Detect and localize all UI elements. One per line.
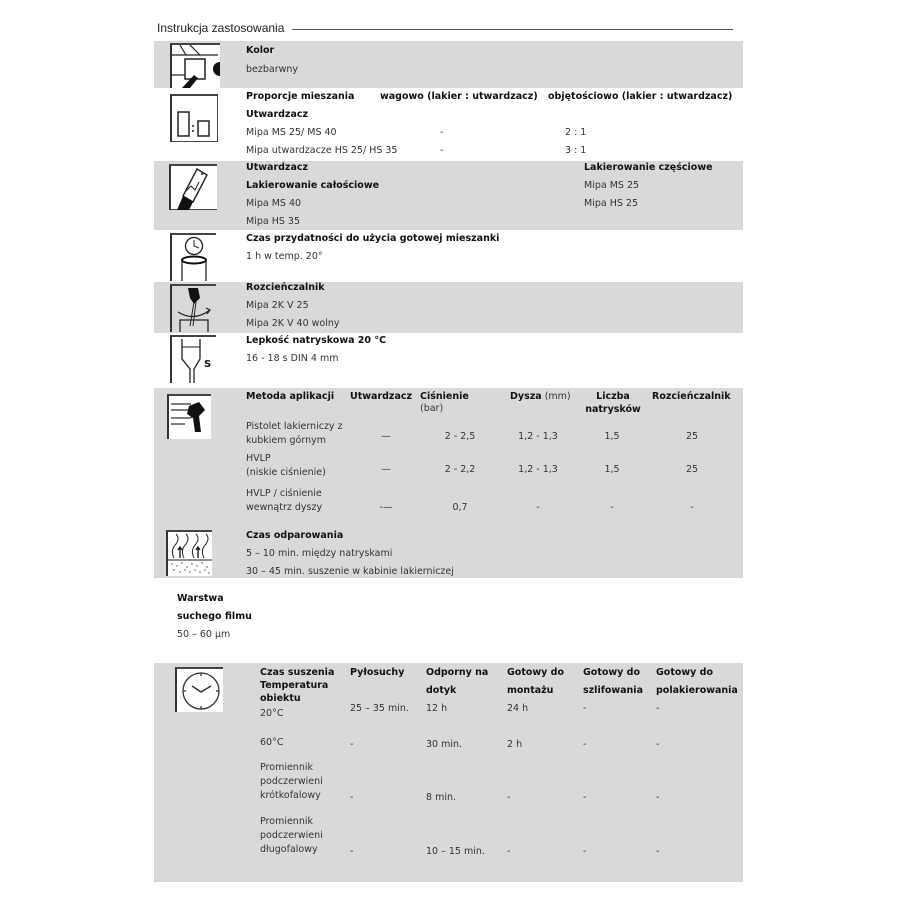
partial-painting-label: Lakierowanie częściowe <box>584 162 713 173</box>
drying-row-sanding: - <box>583 739 587 750</box>
spray-gun-icon <box>167 394 211 439</box>
ratio-row-volume: 3 : 1 <box>565 145 587 156</box>
partial-painting-item: Mipa MS 25 <box>584 180 640 191</box>
app-row-method: Pistolet lakierniczy z <box>246 421 343 432</box>
drying-row-dust: - <box>350 846 354 857</box>
drying-row-recoat: - <box>656 792 660 803</box>
drying-col-recoat: Gotowy do <box>656 667 713 678</box>
app-row-method: HVLP <box>246 453 271 464</box>
ratio-row-weight: - <box>440 145 444 156</box>
proporcje-col-weight: wagowo (lakier : utwardzacz) <box>380 91 538 102</box>
section-title: Instrukcja zastosowania <box>157 21 285 35</box>
film-label-2: suchego filmu <box>177 611 252 622</box>
drying-row-assembly: 24 h <box>507 703 529 714</box>
proporcje-label: Proporcje mieszania <box>246 91 355 102</box>
drying-col-touch-2: dotyk <box>426 685 457 696</box>
drying-col-dust: Pyłosuchy <box>350 667 405 678</box>
nozzle-unit: (mm) <box>544 391 571 402</box>
app-row-coats: 1,5 <box>604 464 620 475</box>
drying-row-name: 20°C <box>260 708 284 719</box>
thinner-item: Mipa 2K V 25 <box>246 300 309 311</box>
drying-clock-icon <box>175 667 223 712</box>
app-col-hardener: Utwardzacz <box>350 391 413 402</box>
app-row-pressure: 2 - 2,5 <box>444 431 476 442</box>
full-painting-item: Mipa HS 35 <box>246 216 300 227</box>
app-row-method: HVLP / ciśnienie <box>246 488 322 499</box>
thinner-item: Mipa 2K V 40 wolny <box>246 318 340 329</box>
drying-row-assembly: - <box>507 792 511 803</box>
app-row-thinner: - <box>690 502 694 513</box>
potlife-value: 1 h w temp. 20° <box>246 251 323 262</box>
drying-col-0: Czas suszenia <box>260 667 335 678</box>
drying-row-touch: 8 min. <box>426 792 456 803</box>
app-row-coats: - <box>610 502 614 513</box>
viscosity-cup-icon <box>170 335 216 383</box>
drying-row-recoat: - <box>656 846 660 857</box>
app-col-coats-2: natrysków <box>585 404 641 415</box>
ratio-row-volume: 2 : 1 <box>565 127 587 138</box>
drying-col-touch: Odporny na <box>426 667 489 678</box>
title-divider <box>292 29 733 30</box>
drying-row-touch: 30 min. <box>426 739 463 750</box>
drying-row-touch: 12 h <box>426 703 448 714</box>
app-col-nozzle <box>510 391 571 403</box>
drying-row-dust: - <box>350 792 354 803</box>
ratio-row-weight: - <box>440 127 444 138</box>
drying-row-assembly: - <box>507 846 511 857</box>
ratio-row-name: Mipa utwardzacze HS 25/ HS 35 <box>246 145 398 156</box>
app-row-hardener: — <box>381 464 391 475</box>
partial-painting-item: Mipa HS 25 <box>584 198 638 209</box>
full-painting-item: Mipa MS 40 <box>246 198 302 209</box>
pressure-label: Ciśnienie <box>420 391 469 402</box>
film-label: Warstwa <box>177 593 224 604</box>
drying-row-name-3: krótkofalowy <box>260 790 321 801</box>
drying-col-assembly-2: montażu <box>507 685 554 696</box>
thinner-label: Rozcieńczalnik <box>246 282 325 293</box>
drying-col-0-3: obiektu <box>260 693 301 704</box>
proporcje-col-volume: objętościowo (lakier : utwardzacz) <box>548 91 733 102</box>
mixing-ratio-icon <box>170 94 218 142</box>
ratio-row-name: Mipa MS 25/ MS 40 <box>246 127 337 138</box>
pot-life-clock-icon <box>170 233 216 281</box>
drying-row-recoat: - <box>656 739 660 750</box>
viscosity-value: 16 - 18 s DIN 4 mm <box>246 353 339 364</box>
drying-col-recoat-2: polakierowania <box>656 685 738 696</box>
proporcje-sub: Utwardzacz <box>246 109 309 120</box>
potlife-label: Czas przydatności do użycia gotowej mieszanki <box>246 233 500 244</box>
pressure-unit: (bar) <box>420 403 444 414</box>
drying-row-name-2: podczerwieni <box>260 776 323 787</box>
app-row-method-2: wewnątrz dyszy <box>246 502 323 513</box>
drying-row-sanding: - <box>583 703 587 714</box>
drying-row-name: Promiennik <box>260 762 313 773</box>
evaporation-item: 5 – 10 min. między natryskami <box>246 548 393 559</box>
drying-row-recoat: - <box>656 703 660 714</box>
app-row-nozzle: 1,2 - 1,3 <box>518 431 558 442</box>
thinner-stir-icon <box>170 284 216 332</box>
drying-row-dust: 25 – 35 min. <box>350 703 409 714</box>
app-col-pressure <box>420 391 469 415</box>
drying-col-assembly: Gotowy do <box>507 667 564 678</box>
film-value: 50 – 60 µm <box>177 629 231 640</box>
evaporation-label: Czas odparowania <box>246 530 344 541</box>
app-row-thinner: 25 <box>685 431 699 442</box>
kolor-label: Kolor <box>246 45 275 56</box>
nozzle-label: Dysza <box>510 391 542 402</box>
drying-row-name-3: długofalowy <box>260 844 318 855</box>
app-col-method: Metoda aplikacji <box>246 391 335 402</box>
utwardzacz-label: Utwardzacz <box>246 162 309 173</box>
drying-row-sanding: - <box>583 792 587 803</box>
app-row-nozzle: 1,2 - 1,3 <box>518 464 558 475</box>
drying-row-touch: 10 – 15 min. <box>426 846 485 857</box>
kolor-value: bezbarwny <box>246 64 299 75</box>
viscosity-label: Lepkość natryskowa 20 °C <box>246 335 387 346</box>
drying-row-name-2: podczerwieni <box>260 830 323 841</box>
drying-col-sanding: Gotowy do <box>583 667 640 678</box>
drying-col-0-2: Temperatura <box>260 680 329 691</box>
app-row-coats: 1,5 <box>604 431 620 442</box>
drying-row-name: 60°C <box>260 737 284 748</box>
section-aplikacja <box>154 388 743 578</box>
svg-text:S: S <box>204 359 212 370</box>
drying-row-name: Promiennik <box>260 816 313 827</box>
drying-col-sanding-2: szlifowania <box>583 685 643 696</box>
app-row-nozzle: - <box>536 502 540 513</box>
app-row-hardener: — <box>381 431 391 442</box>
drying-row-sanding: - <box>583 846 587 857</box>
section-rozcienczalnik <box>154 282 743 333</box>
evaporation-item: 30 – 45 min. suszenie w kabinie lakierniczej <box>246 566 454 577</box>
drying-row-dust: - <box>350 739 354 750</box>
app-col-thinner: Rozcieńczalnik <box>652 391 731 402</box>
app-row-pressure: 0,7 <box>452 502 468 513</box>
full-painting-label: Lakierowanie całościowe <box>246 180 380 191</box>
evaporation-icon <box>166 530 212 576</box>
color-swatch-icon <box>170 43 220 88</box>
app-row-method-2: (niskie ciśnienie) <box>246 467 326 478</box>
app-row-hardener: -— <box>379 502 393 513</box>
app-col-coats: Liczba <box>596 391 630 402</box>
app-row-pressure: 2 - 2,2 <box>444 464 476 475</box>
hardener-icon <box>169 164 217 210</box>
drying-row-assembly: 2 h <box>507 739 523 750</box>
app-row-method-2: kubkiem górnym <box>246 435 326 446</box>
section-kolor <box>154 41 743 88</box>
app-row-thinner: 25 <box>685 464 699 475</box>
